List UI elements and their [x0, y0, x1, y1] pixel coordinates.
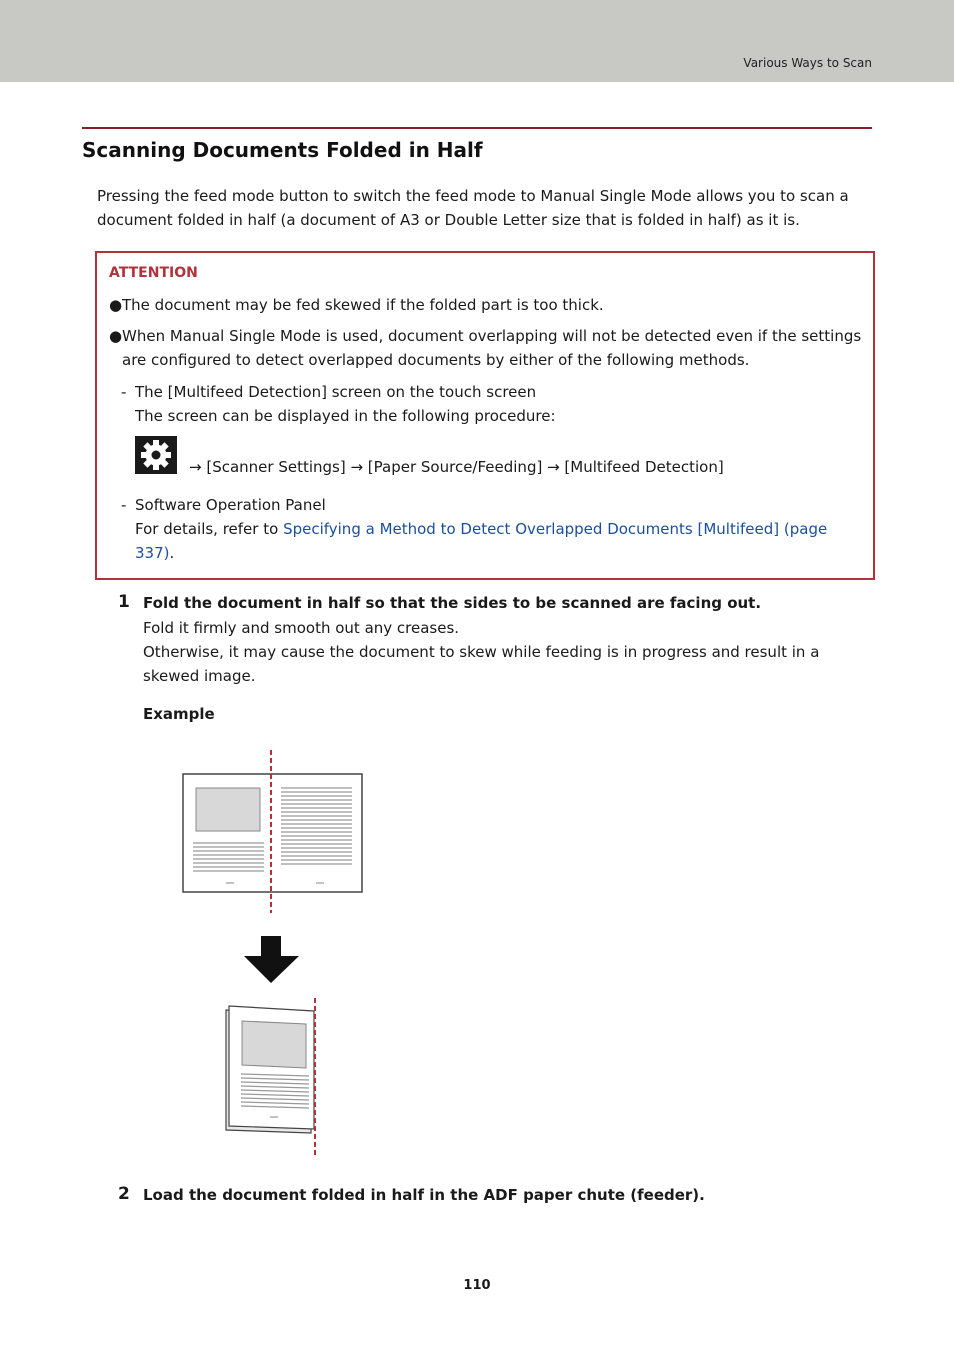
attention-bullet-1: [109, 293, 604, 317]
bullet-text-line-1: When Manual Single Mode is used, document overlapping will not be detected even if the settings: [122, 327, 862, 345]
bullet-text: The document may be fed skewed if the folded part is too thick.: [122, 296, 604, 314]
open-document: [183, 750, 362, 913]
dash: -: [121, 496, 127, 514]
attention-bullet-2: [109, 324, 869, 372]
step-1-heading: Fold the document in half so that the sides to be scanned are facing out.: [143, 594, 762, 612]
down-arrow-icon: [244, 936, 299, 983]
method-name: Software Operation Panel: [135, 496, 326, 514]
method-touch-screen: [121, 380, 556, 428]
details-prefix: For details, refer to: [135, 520, 284, 538]
step-1-body: Fold it firmly and smooth out any creases. Otherwise, it may cause the document to skew while feeding is in progress and result in a skewed image.: [143, 619, 820, 685]
gear-icon: [135, 436, 177, 474]
intro-line-2: document folded in half (a document of A3 or Double Letter size that is folded in half) as it is.: [97, 211, 800, 229]
bullet-dot: ●: [109, 327, 123, 345]
method-desc: The screen can be displayed in the following procedure:: [135, 407, 556, 425]
intro-line-1: Pressing the feed mode button to switch the feed mode to Manual Single Mode allows you to scan a: [97, 187, 849, 205]
method-software-panel: [121, 493, 861, 565]
details-suffix: .: [169, 544, 175, 562]
folded-document: [226, 998, 315, 1157]
step-1-number: 1: [118, 592, 130, 612]
attention-box: [95, 251, 875, 580]
intro-paragraph: [97, 184, 867, 232]
step-2-number: 2: [118, 1184, 130, 1204]
method-name: The [Multifeed Detection] screen on the touch screen: [135, 383, 537, 401]
attention-label: ATTENTION: [109, 265, 198, 281]
page-title: Scanning Documents Folded in Half: [82, 138, 483, 162]
title-rule: [82, 127, 872, 129]
bullet-dot: ●: [109, 296, 123, 314]
fold-illustration: [175, 745, 375, 1164]
step-2-heading: Load the document folded in half in the ADF paper chute (feeder).: [143, 1186, 705, 1204]
procedure-path: → [Scanner Settings] → [Paper Source/Feeding] → [Multifeed Detection]: [189, 458, 724, 476]
section-name: Various Ways to Scan: [743, 56, 872, 70]
dash: -: [121, 383, 127, 401]
page-number: 110: [463, 1278, 491, 1293]
example-label: Example: [143, 705, 215, 723]
multifeed-link[interactable]: Specifying a Method to Detect Overlapped Documents [Multifeed] (page 337): [135, 520, 828, 562]
bullet-text-line-2: are configured to detect overlapped documents by either of the following methods.: [122, 351, 750, 369]
